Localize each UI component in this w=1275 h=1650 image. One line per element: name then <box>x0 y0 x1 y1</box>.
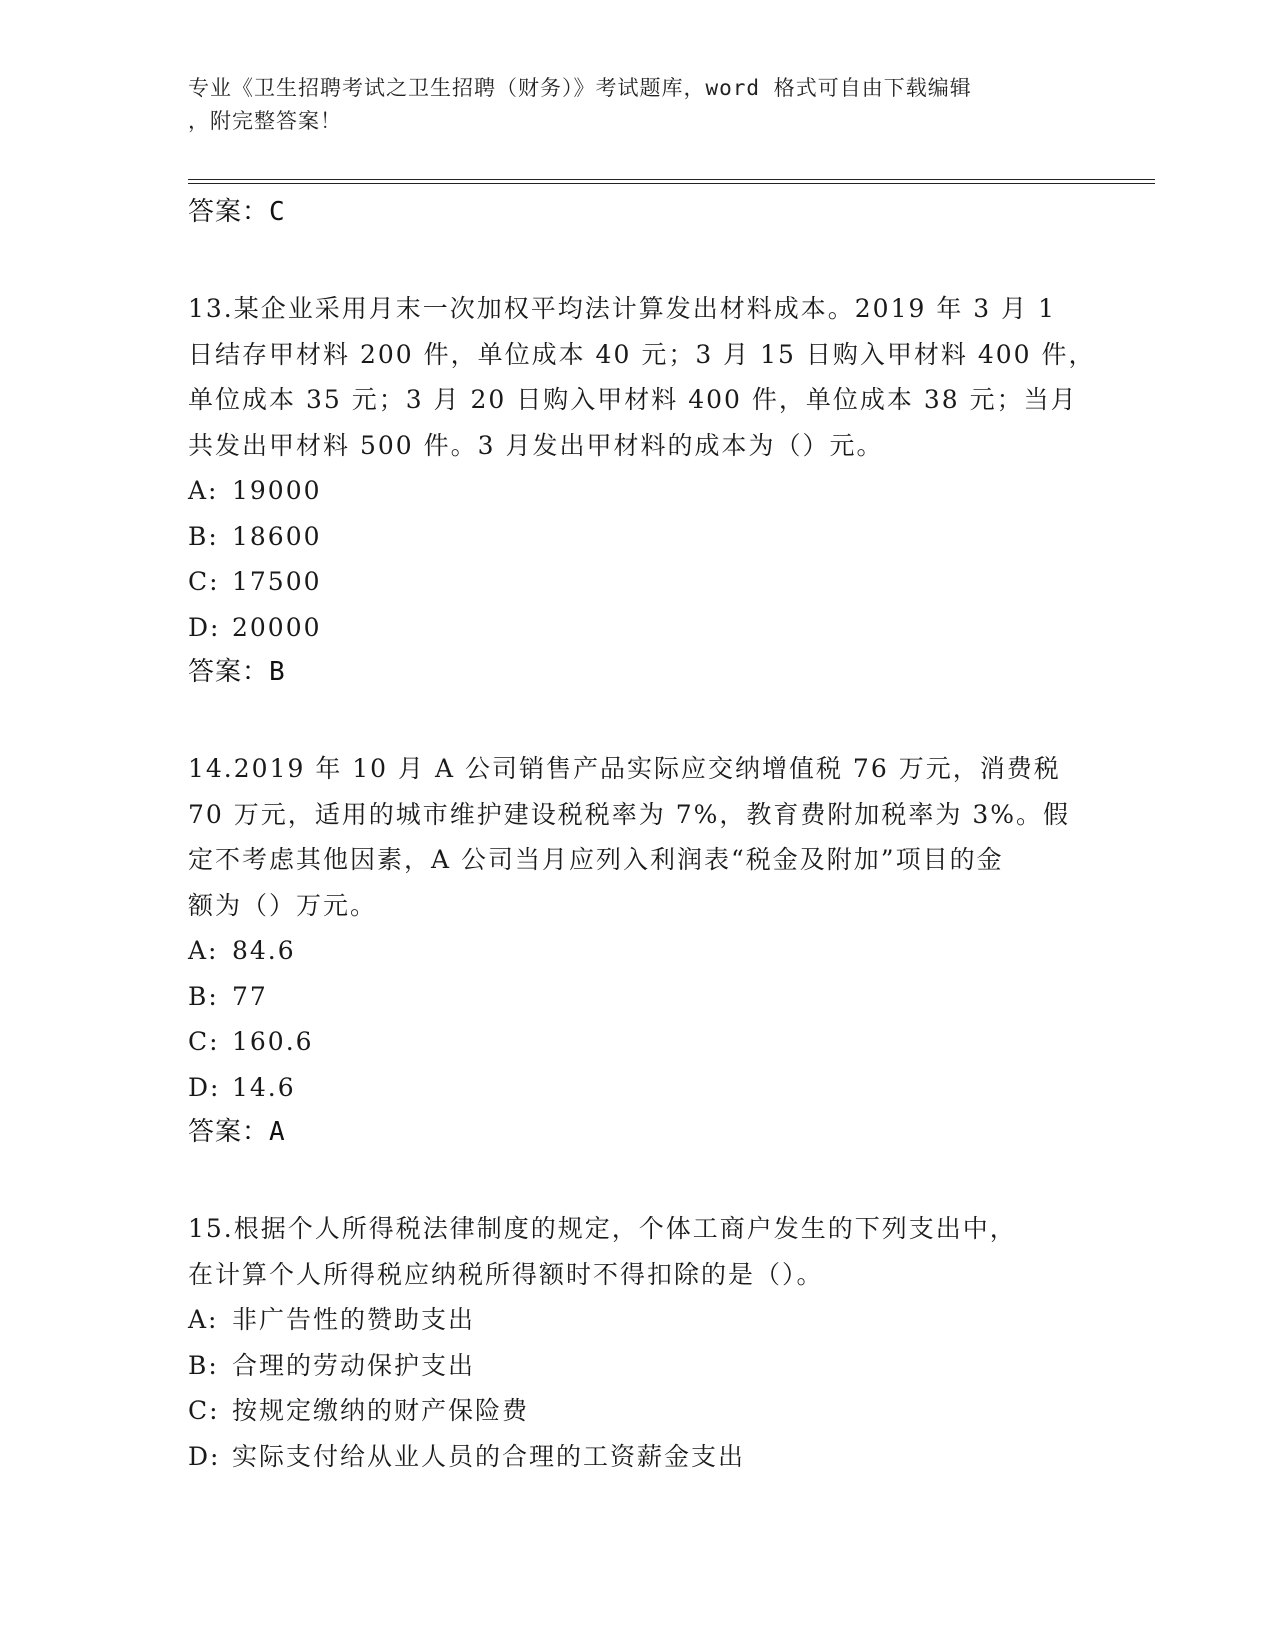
option-letter: A: <box>188 936 219 965</box>
option-letter: D: <box>188 1441 221 1471</box>
stem-line: 额为（）万元。 <box>188 890 378 920</box>
option-letter: C: <box>188 1396 220 1425</box>
stem-line: 在计算个人所得税应纳税所得额时不得扣除的是（）。 <box>188 1259 824 1289</box>
question-list <box>188 190 1096 1479</box>
option-text: 84.6 <box>232 936 296 965</box>
question-item <box>188 1206 1088 1479</box>
option-text: 18600 <box>232 521 322 551</box>
header-divider <box>188 179 1155 180</box>
option-b <box>188 514 1088 560</box>
header-line: 专业《卫生招聘考试之卫生招聘（财务）》考试题库，word 格式可自由下载编辑 <box>188 76 972 100</box>
stem-line: 14.2019 年 10 月 A 公司销售产品实际应交纳增值税 76 万元，消费税 <box>188 754 1061 783</box>
option-text: 实际支付给从业人员的合理的工资薪金支出 <box>232 1441 746 1471</box>
option-d <box>188 1065 1088 1111</box>
option-c <box>188 559 1088 605</box>
option-d <box>188 1434 1088 1480</box>
option-c <box>188 1019 1088 1065</box>
question-stem <box>188 286 1096 468</box>
option-text: 19000 <box>232 476 322 505</box>
header-line: ，附完整答案！ <box>188 109 342 133</box>
answer-line: 答案：C <box>188 197 286 227</box>
stem-line: 日结存甲材料 200 件，单位成本 40 元；3 月 15 日购入甲材料 400 件， <box>188 339 1096 369</box>
stem-line: 13.某企业采用月末一次加权平均法计算发出材料成本。2019 年 3 月 1 <box>188 294 1056 323</box>
option-letter: A: <box>188 1305 219 1334</box>
option-c <box>188 1388 1088 1434</box>
option-a <box>188 928 1088 974</box>
option-text: 77 <box>232 981 268 1011</box>
stem-line: 70 万元，适用的城市维护建设税税率为 7%，教育费附加税率为 3%。假 <box>188 799 1070 829</box>
stem-line: 15.根据个人所得税法律制度的规定，个体工商户发生的下列支出中， <box>188 1214 1017 1243</box>
option-d <box>188 605 1088 651</box>
question-item <box>188 286 1096 694</box>
stem-line: 定不考虑其他因素，A 公司当月应列入利润表“税金及附加”项目的金 <box>188 845 1004 874</box>
option-text: 20000 <box>232 612 322 642</box>
question-item <box>188 746 1088 1154</box>
option-a <box>188 468 1088 514</box>
stem-line: 共发出甲材料 500 件。3 月发出甲材料的成本为（）元。 <box>188 430 884 460</box>
option-text: 合理的劳动保护支出 <box>232 1350 476 1380</box>
option-letter: A: <box>188 476 219 505</box>
question-stem <box>188 1206 1088 1297</box>
option-letter: B: <box>188 1350 219 1380</box>
header-divider <box>188 183 1155 184</box>
option-text: 14.6 <box>232 1072 296 1102</box>
option-b <box>188 1343 1088 1389</box>
answer-line: 答案：B <box>188 657 286 687</box>
option-b <box>188 974 1088 1020</box>
option-letter: C: <box>188 567 220 596</box>
option-text: 按规定缴纳的财产保险费 <box>232 1396 530 1425</box>
option-text: 非广告性的赞助支出 <box>232 1305 476 1334</box>
option-letter: C: <box>188 1027 220 1056</box>
option-letter: D: <box>188 1072 221 1102</box>
page-header <box>188 72 1088 138</box>
option-letter: B: <box>188 521 219 551</box>
option-letter: B: <box>188 981 219 1011</box>
option-text: 17500 <box>232 567 322 596</box>
option-letter: D: <box>188 612 221 642</box>
option-text: 160.6 <box>232 1027 314 1056</box>
stem-line: 单位成本 35 元；3 月 20 日购入甲材料 400 件，单位成本 38 元；当月 <box>188 385 1078 414</box>
question-stem <box>188 746 1088 928</box>
option-a <box>188 1297 1088 1343</box>
answer-line: 答案：A <box>188 1117 286 1147</box>
